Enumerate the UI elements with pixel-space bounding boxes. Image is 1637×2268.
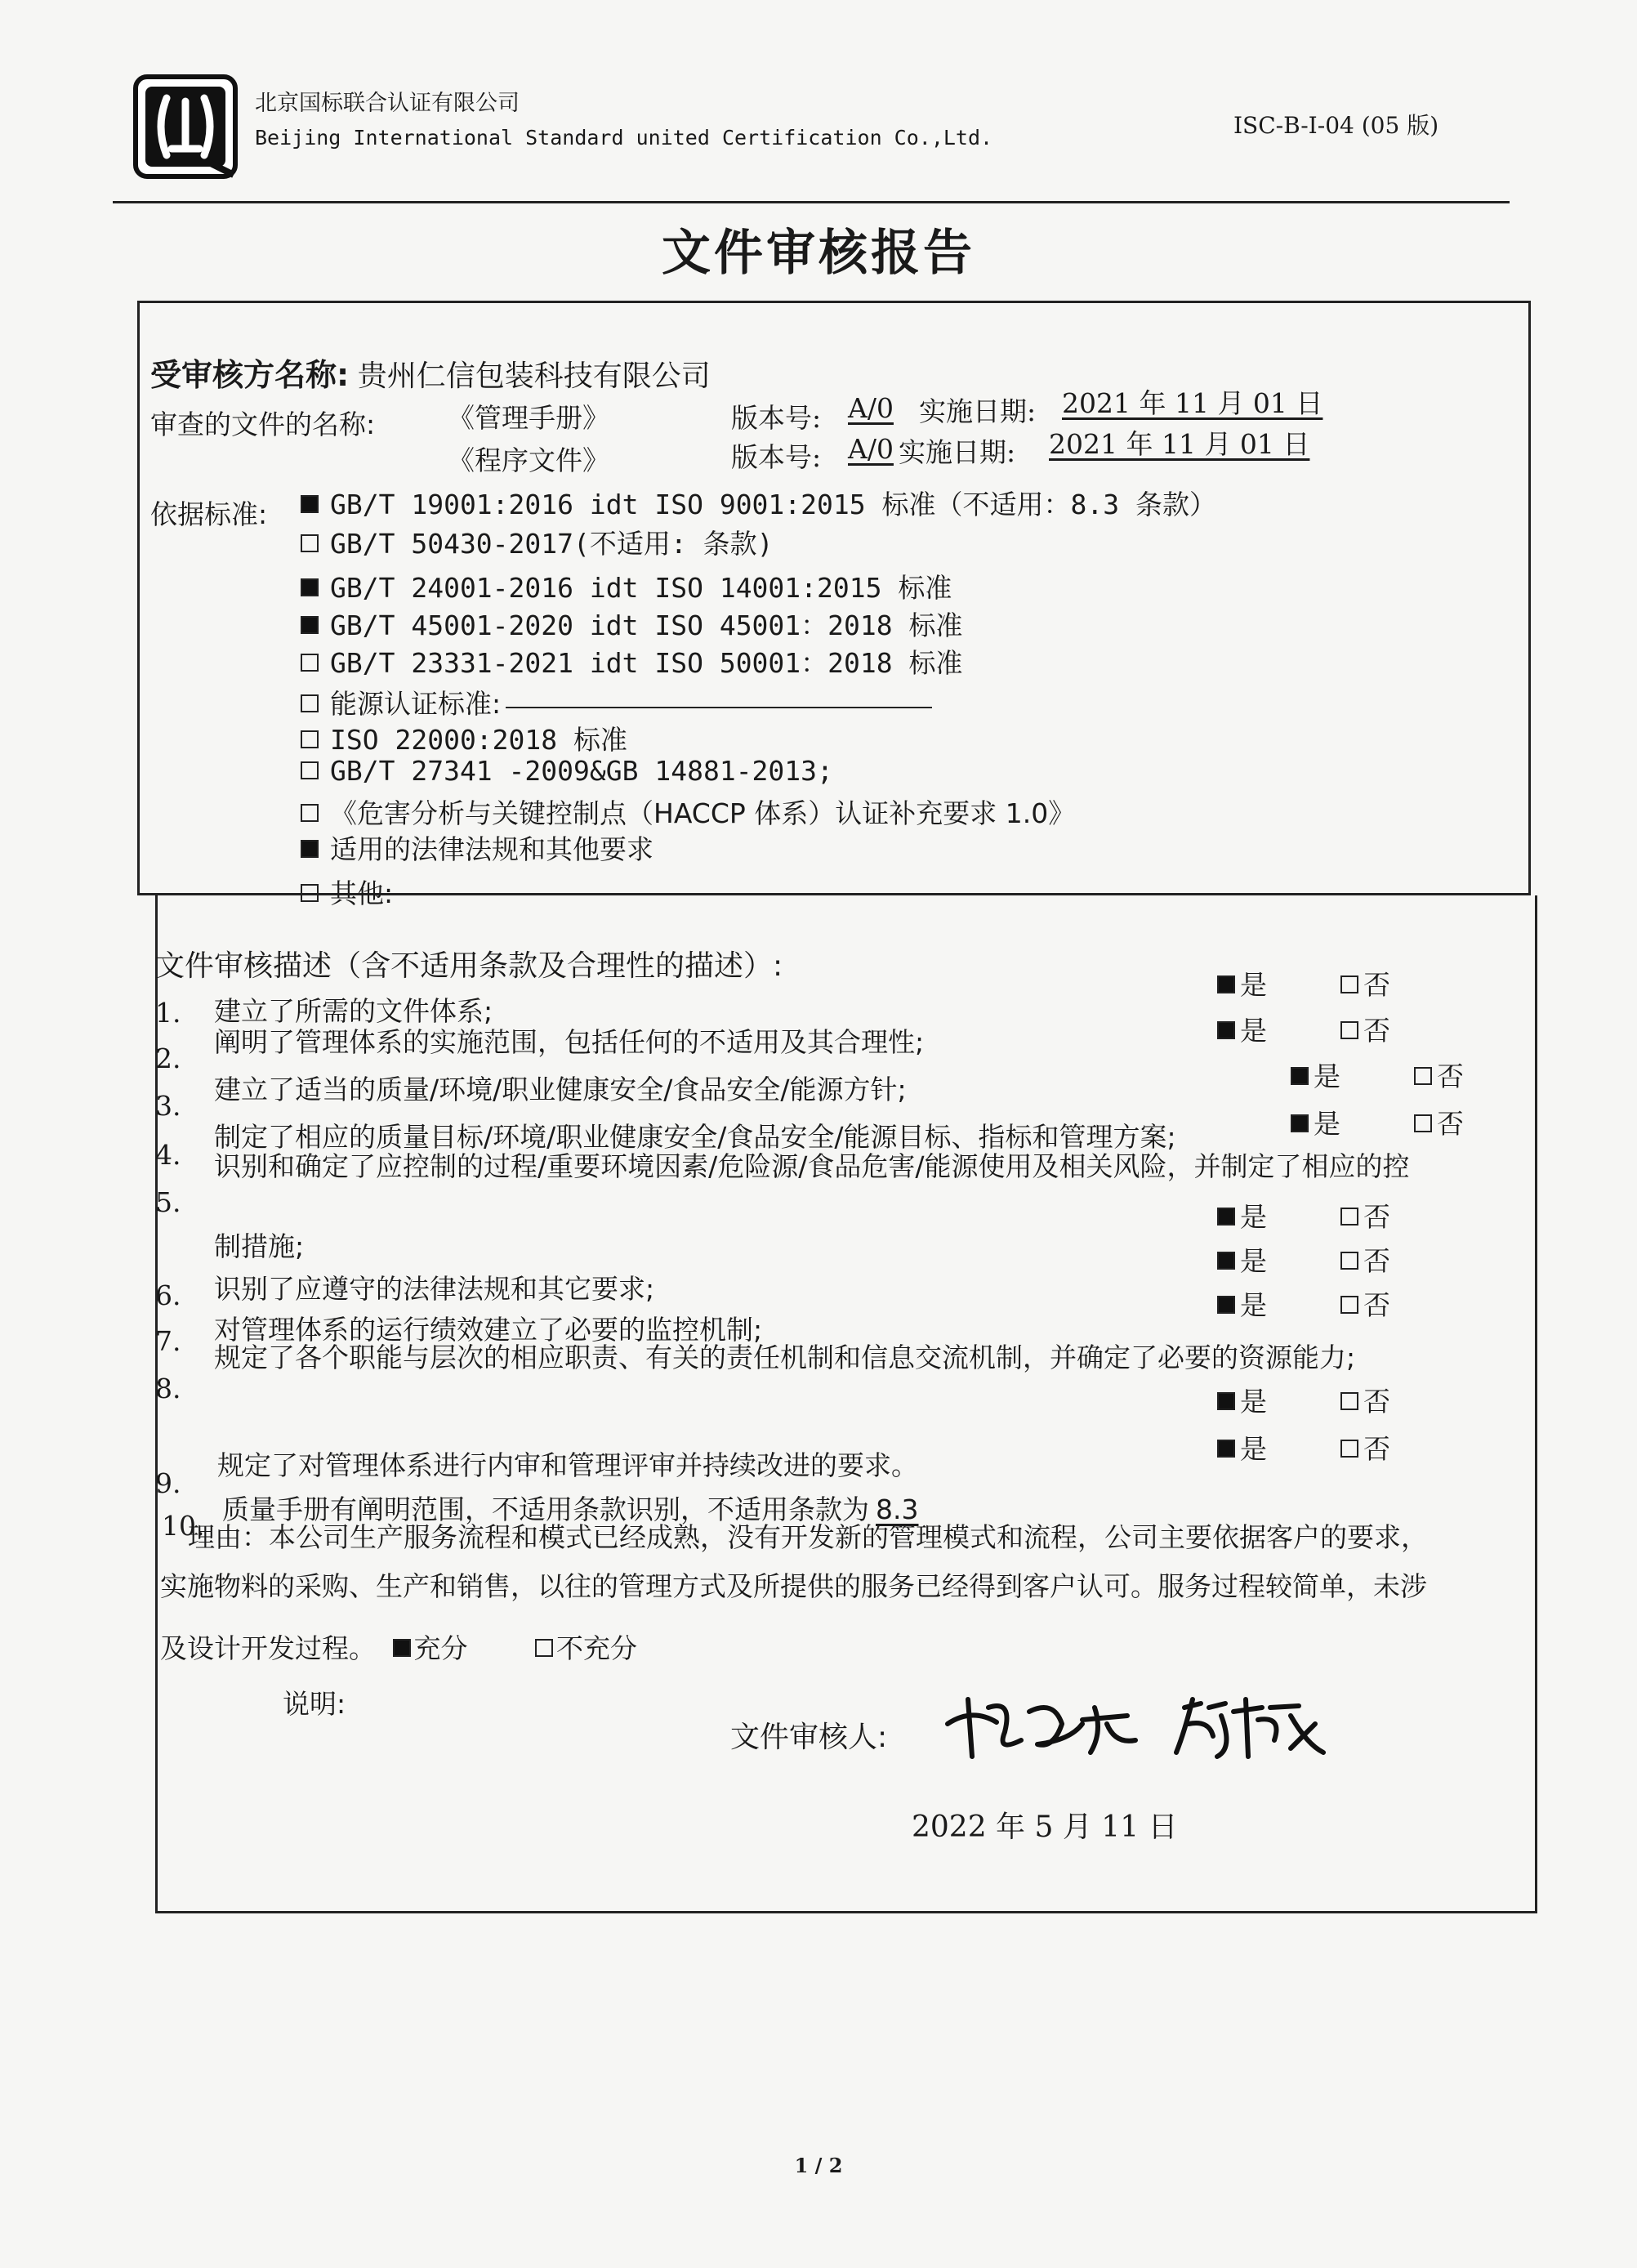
note-label: 说明: [283, 1688, 346, 1720]
company-name-cn: 北京国标联合认证有限公司 [255, 91, 520, 116]
checkbox-checked [393, 1639, 411, 1657]
document-version: A/0 [848, 392, 894, 424]
reason-line: 理由：本公司生产服务流程和模式已经成熟，没有开发新的管理模式和流程，公司主要依据客户的要求， [188, 1521, 1428, 1553]
checkbox-unchecked [1340, 1296, 1358, 1314]
document-version: A/0 [848, 433, 894, 465]
review-item-text-cont: 制措施; [214, 1230, 305, 1262]
inapplicable-clause: 8.3 [876, 1493, 919, 1525]
standard-item: GB/T 19001:2016 idt ISO 9001:2015 标准（不适用：8.3 条款） [301, 484, 1216, 522]
review-item-text: 建立了适当的质量/环境/职业健康安全/食品安全/能源方针; [214, 1074, 907, 1105]
form-code: ISC-B-I-04 (05 版) [1233, 112, 1439, 139]
document-name: 《程序文件》 [448, 444, 609, 476]
checkbox-unchecked [301, 694, 319, 712]
checkbox-checked [1217, 1021, 1235, 1039]
reason-line-end: 及设计开发过程。 充分 不充分 [160, 1632, 637, 1664]
checkbox-checked [1217, 1252, 1235, 1270]
auditee-row [150, 350, 711, 395]
checkbox-unchecked [301, 534, 319, 552]
documents-label: 审查的文件的名称: [150, 409, 376, 440]
checkbox-unchecked [301, 804, 319, 822]
checkbox-unchecked [301, 730, 319, 748]
standard-item: 《危害分析与关键控制点（HACCP 体系）认证补充要求 1.0》 [301, 792, 1075, 831]
yes-no-group: 是 否 [1217, 1240, 1390, 1279]
document-date-label: 实施日期: [899, 436, 1016, 468]
checkbox-checked [1217, 976, 1235, 993]
standard-item: 其他: [301, 873, 393, 911]
checkbox-checked [1291, 1067, 1309, 1085]
document-date-label: 实施日期: [919, 395, 1037, 427]
standards-label: 依据标准: [150, 498, 268, 530]
item-number: 4. [155, 1139, 181, 1171]
reason-line: 实施物料的采购、生产和销售，以往的管理方式及所提供的服务已经得到客户认可。服务过程较简单，未涉 [160, 1570, 1427, 1602]
document-name: 《管理手册》 [448, 402, 609, 434]
reviewer-signature [939, 1675, 1331, 1773]
item-number: 9. [155, 1467, 181, 1499]
checkbox-unchecked [1340, 976, 1358, 993]
item10-text: 质量手册有阐明范围，不适用条款识别，不适用条款为 8.3 [222, 1493, 919, 1525]
checkbox-checked [301, 578, 319, 596]
review-date: 2022 年 5 月 11 日 [912, 1810, 1178, 1844]
isc-logo-icon [132, 74, 239, 180]
standard-item: GB/T 24001-2016 idt ISO 14001:2015 标准 [301, 567, 952, 605]
standard-item: GB/T 45001-2020 idt ISO 45001：2018 标准 [301, 605, 963, 643]
yes-no-group: 是 否 [1291, 1056, 1464, 1094]
checkbox-checked [301, 840, 319, 858]
yes-no-group: 是 否 [1217, 1381, 1390, 1419]
checkbox-checked [1291, 1114, 1309, 1132]
yes-no-group: 是 否 [1217, 1010, 1390, 1048]
yes-no-group: 是 否 [1217, 1196, 1390, 1234]
checkbox-unchecked [1340, 1392, 1358, 1410]
item-number: 7. [155, 1325, 181, 1357]
standard-item: GB/T 27341 -2009&GB 14881-2013; [301, 755, 833, 787]
checkbox-unchecked [301, 654, 319, 672]
blank-line [506, 703, 932, 708]
page-title: 文件审核报告 [662, 225, 975, 282]
document-version-label: 版本号: [731, 402, 822, 434]
standard-item: GB/T 50430-2017(不适用: 条款) [301, 523, 774, 561]
auditee-label: 受审核方名称: [150, 357, 350, 393]
checkbox-unchecked [301, 761, 319, 779]
checkbox-checked [1217, 1208, 1235, 1226]
item-number: 1. [155, 997, 181, 1029]
header-divider [113, 201, 1510, 203]
item-number: 6. [155, 1279, 181, 1311]
item-number: 3. [155, 1090, 181, 1122]
standard-item: GB/T 23331-2021 idt ISO 50001：2018 标准 [301, 642, 963, 681]
item-number: 2. [155, 1042, 181, 1074]
review-heading: 文件审核描述（含不适用条款及合理性的描述）: [155, 949, 783, 983]
page-number: 1 / 2 [794, 2154, 843, 2177]
reviewer-label: 文件审核人: [730, 1721, 888, 1754]
document-date: 2021 年 11 月 01 日 [1049, 428, 1310, 460]
checkbox-unchecked [301, 884, 319, 902]
review-item-text: 制定了相应的质量目标/环境/职业健康安全/食品安全/能源目标、指标和管理方案; [214, 1121, 1176, 1153]
checkbox-checked [1217, 1296, 1235, 1314]
checkbox-checked [301, 616, 319, 634]
auditee-name: 贵州仁信包装科技有限公司 [357, 359, 711, 393]
review-item-text: 建立了所需的文件体系; [214, 995, 493, 1027]
checkbox-unchecked [1340, 1021, 1358, 1039]
review-item-text: 规定了各个职能与层次的相应职责、有关的责任机制和信息交流机制，并确定了必要的资源能力; [214, 1342, 1356, 1373]
review-item-text: 阐明了管理体系的实施范围，包括任何的不适用及其合理性; [214, 1026, 925, 1058]
document-date: 2021 年 11 月 01 日 [1062, 387, 1323, 419]
standard-item: ISO 22000:2018 标准 [301, 719, 627, 757]
checkbox-unchecked [1340, 1252, 1358, 1270]
document-version-label: 版本号: [731, 441, 822, 473]
checkbox-unchecked [1414, 1067, 1432, 1085]
checkbox-checked [1217, 1440, 1235, 1458]
yes-no-group: 是 否 [1217, 1428, 1390, 1467]
yes-no-group: 是 否 [1217, 1284, 1390, 1323]
yes-no-group: 是 否 [1217, 964, 1390, 1002]
checkbox-unchecked [535, 1639, 553, 1657]
standard-item: 适用的法律法规和其他要求 [301, 828, 653, 867]
checkbox-checked [1217, 1392, 1235, 1410]
item-number: 8. [155, 1373, 181, 1404]
checkbox-unchecked [1414, 1114, 1432, 1132]
checkbox-unchecked [1340, 1208, 1358, 1226]
review-item-text: 识别和确定了应控制的过程/重要环境因素/危险源/食品危害/能源使用及相关风险，并制定了相应的控 [214, 1150, 1410, 1182]
review-item-text: 识别了应遵守的法律法规和其它要求; [214, 1273, 655, 1305]
review-item-text: 规定了对管理体系进行内审和管理评审并持续改进的要求。 [217, 1449, 918, 1481]
company-name-en: Beijing International Standard united Certification Co.,Ltd. [255, 126, 993, 150]
review-item-text: 对管理体系的运行绩效建立了必要的监控机制; [214, 1314, 763, 1346]
item-number: 5. [155, 1186, 181, 1218]
checkbox-unchecked [1340, 1440, 1358, 1458]
checkbox-checked [301, 495, 319, 513]
yes-no-group: 是 否 [1291, 1103, 1464, 1141]
item-number: 10. [162, 1510, 205, 1542]
standard-item: 能源认证标准: [301, 683, 932, 721]
